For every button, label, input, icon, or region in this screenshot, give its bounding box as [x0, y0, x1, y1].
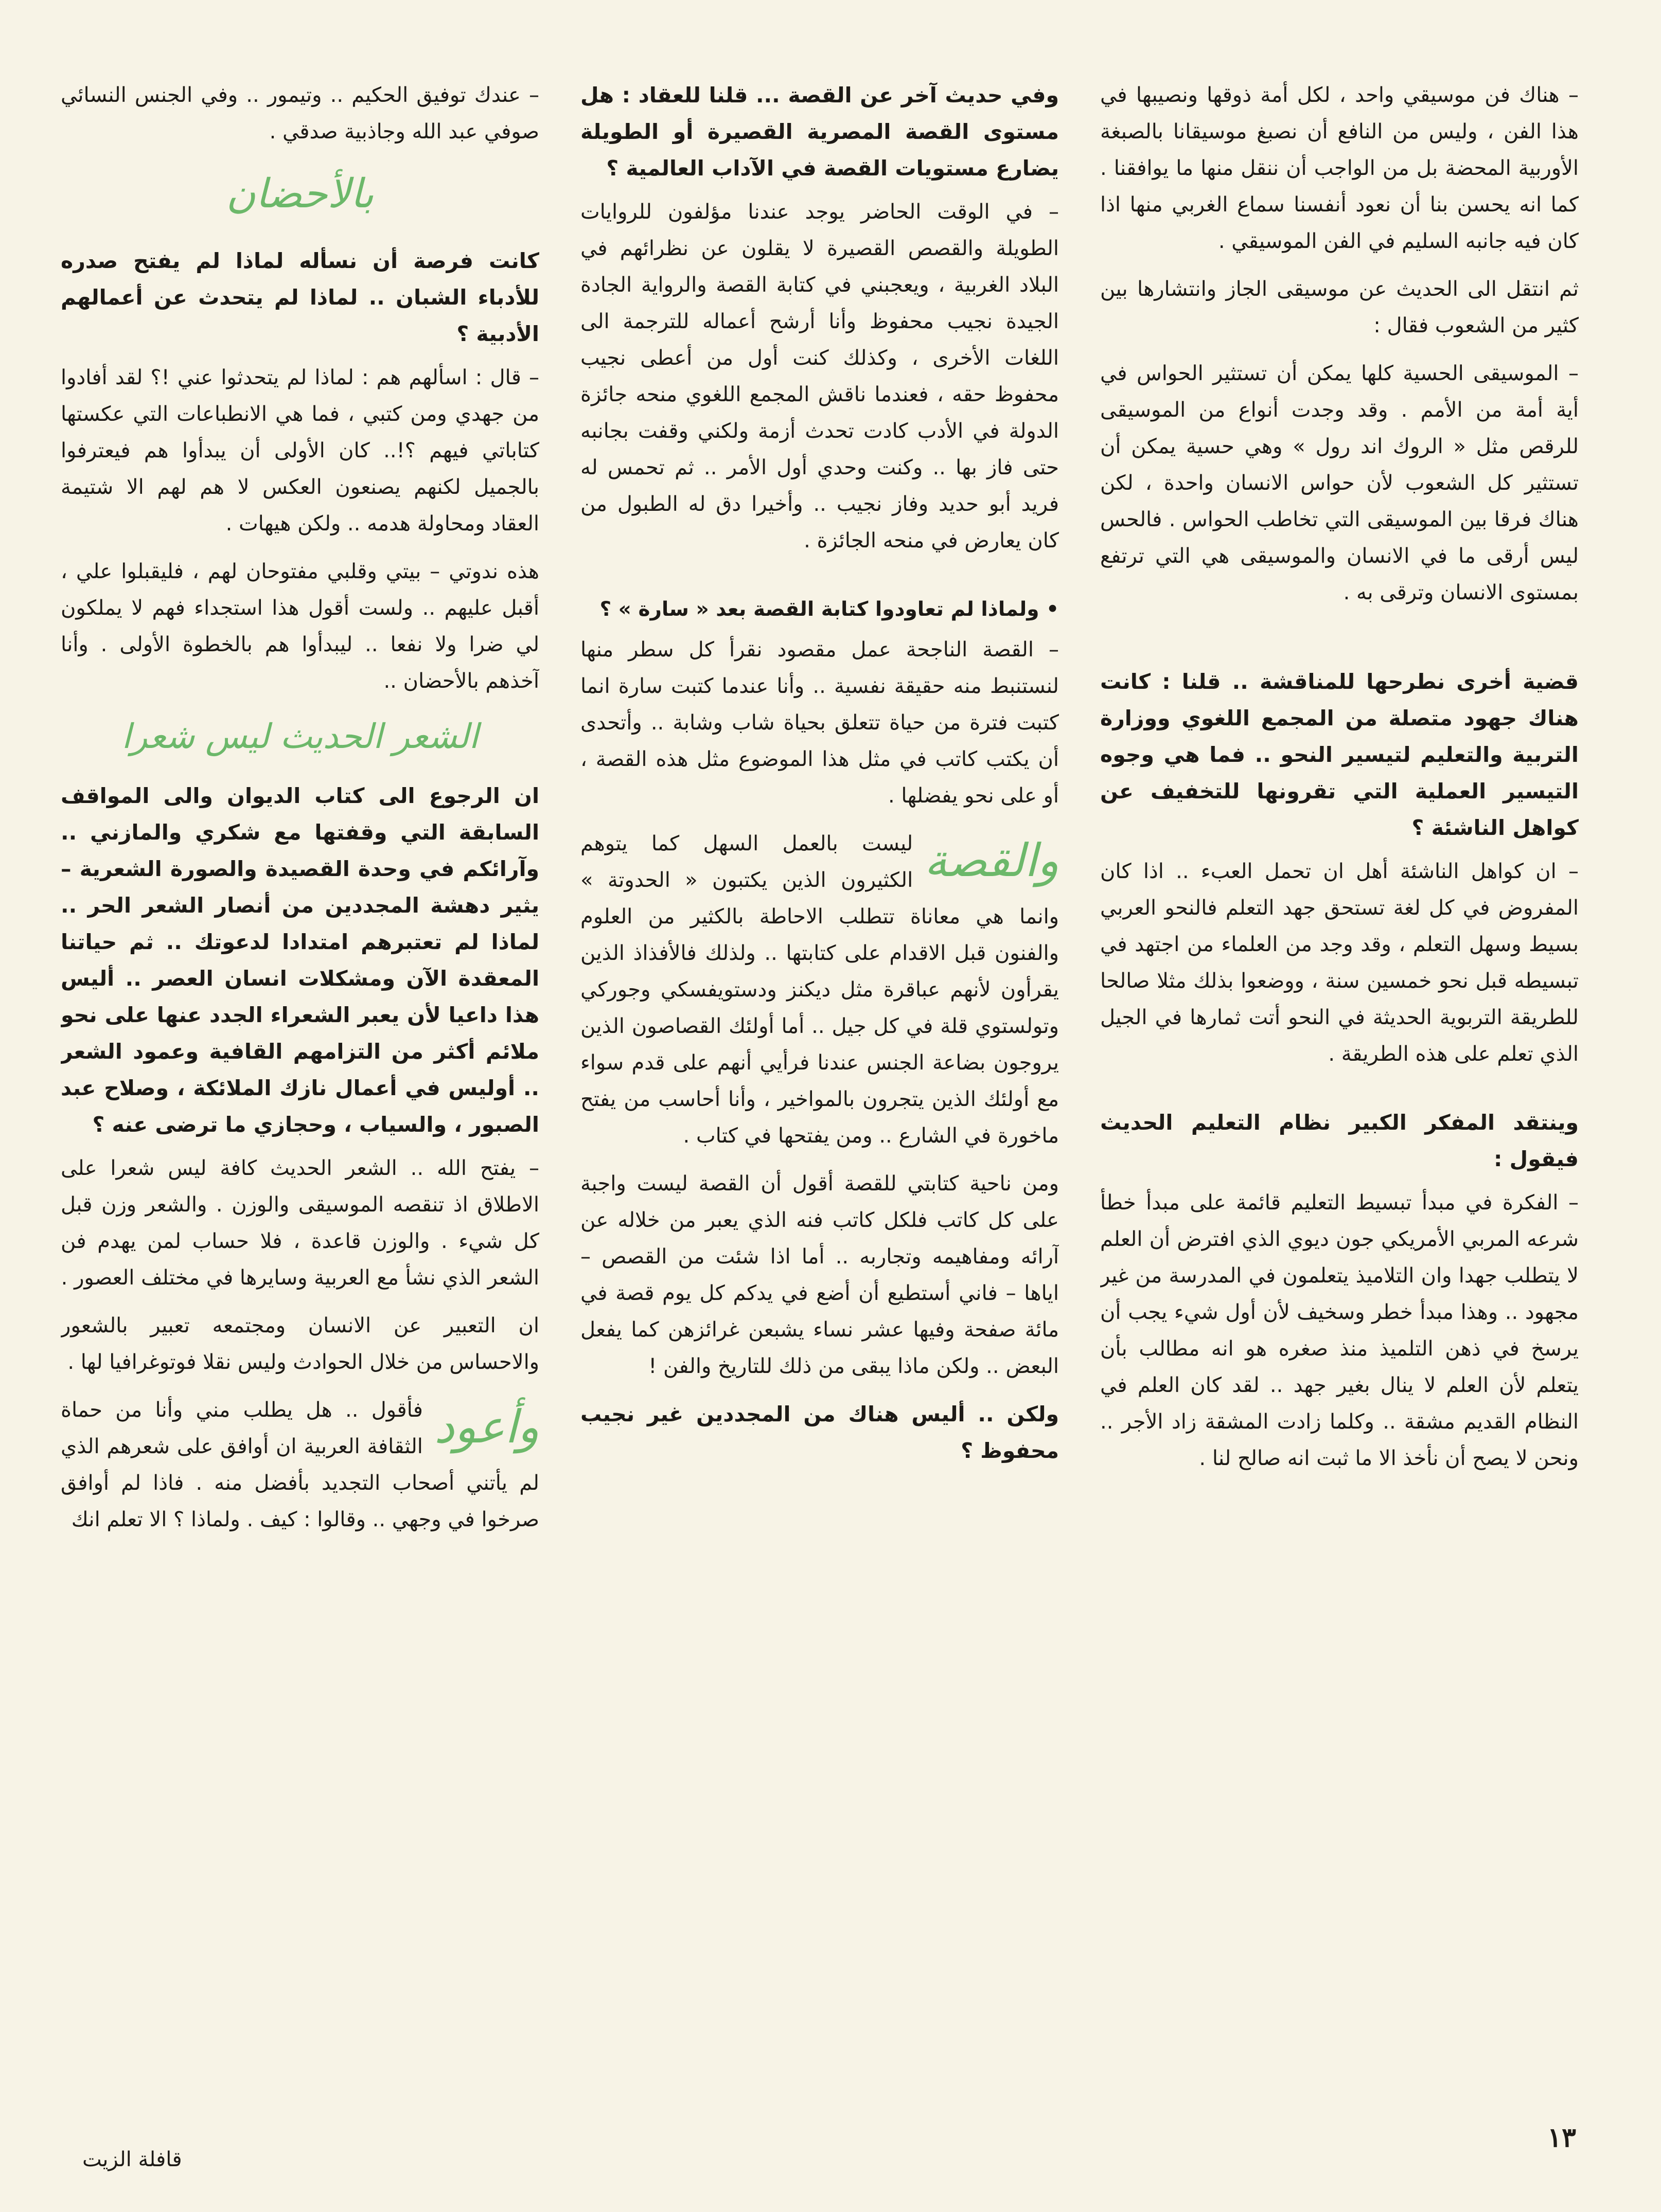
paragraph: – القصة الناجحة عمل مقصود نقرأ كل سطر منها لنستنبط منه حقيقة نفسية .. وأنا عندما كتبت سارة انما كتبت فترة من حياة تتعلق بحياة شاب وشابة .. وأتحدى أن يكتب كاتب في مثل هذا الموضوع مثل هذه القصة ، أو على نحو يفضلها .	[580, 638, 1059, 808]
section-heading-poetry: الشعر الحديث ليس شعرا	[121, 717, 479, 756]
paragraph: – الفكرة في مبدأ تبسيط التعليم قائمة على مبدأ خطأ شرعه المربي الأمريكي جون ديوي الذي افترض أن العلم لا يتطلب جهدا وان التلاميذ يتعلمون في المدرسة من غير مجهود .. وهذا مبدأ خطر وسخيف لأن أول شيء يجب أن يرسخ في ذهن التلميذ منذ صغره هو انه مطالب بأن يتعلم لأن العلم لا ينال بغير جهد .. لقد كان العلم في النظام القديم مشقة .. وكلما زادت المشقة زاد الأجر .. ونحن لا يصح أن نأخذ الا ما ثبت انه صالح لنا .	[1100, 1191, 1579, 1470]
paragraph-text: ليست بالعمل السهل كما يتوهم الكثيرون الذين يكتبون « الحدوتة » وانما هي معاناة تتطلب الاحاطة بالكثير من العلوم والفنون قبل الاقدام على كتابتها .. ولذلك فالأفذاذ الذين يقرأون لأنهم عباقرة مثل ديكنز ودستويفسكي وجوركي وتولستوي قلة في كل جيل .. أما أولئك القصاصون الذين يروجون بضاعة الجنس عندنا فرأيي أنهم على قدم سواء مع أولئك الذين يتجرون بالمواخير ، وأنا أحاسب من يفتح ماخورة في الشارع .. ومن يفتحها في كتاب .	[580, 832, 1059, 1148]
interview-question: وفي حديث آخر عن القصة ... قلنا للعقاد : هل مستوى القصة المصرية القصيرة أو الطويلة يضارع مستويات القصة في الآداب العالمية ؟	[580, 83, 1059, 181]
paragraph	[61, 1392, 539, 1538]
paragraph: – ان كواهل الناشئة أهل ان تحمل العبء .. اذا كان المفروض في كل لغة تستحق جهد التعلم فالنحو العربي بسيط وسهل التعلم ، وقد وجد من العلماء من اجتهد في تبسيطه قبل نحو خمسين سنة ، ووضعوا بذلك مثلا صالحا للطريقة التربوية الحديثة في النحو أتت ثمارها في الجيل الذي تعلم على هذه الطريقة .	[1100, 860, 1579, 1066]
paragraph-text: فأقول .. هل يطلب مني وأنا من حماة الثقافة العربية ان أوافق على شعرهم الذي لم يأتني أصحاب التجديد بأفضل منه . فاذا لم أوافق صرخوا في وجهي .. وقالوا : كيف . ولماذا ؟ الا تعلم انك	[61, 1398, 539, 1531]
section-heading-story: والقصة	[924, 834, 1059, 887]
section-heading-again: وأعود	[434, 1400, 539, 1453]
section-heading-embrace: بالأحضان	[226, 171, 374, 217]
interview-question: ان الرجوع الى كتاب الديوان والى المواقف السابقة التي وقفتها مع شكري والمازني .. وآرائكم في وحدة القصيدة والصورة الشعرية – يثير دهشة المجددين من أنصار الشعر الحر .. لماذا لم تعتبرهم امتدادا لدعوتك .. ثم حياتنا المعقدة الآن ومشكلات انسان العصر .. أليس هذا داعيا لأن يعبر الشعراء الجدد عنها على نحو ملائم أكثر من التزامهم القافية وعمود الشعر .. أوليس في أعمال نازك الملائكة ، وصلاح عبد الصبور ، والسياب ، وحجازي ما ترضى عنه ؟	[61, 783, 539, 1137]
interview-question: ولكن .. أليس هناك من المجددين غير نجيب محفوظ ؟	[580, 1402, 1059, 1463]
paragraph: هذه ندوتي – بيتي وقلبي مفتوحان لهم ، فليقبلوا علي ، أقبل عليهم .. ولست أقول هذا استجداء فهم لا يملكون لي ضرا ولا نفعا .. ليبدأوا هم بالخطوة الأولى . وأنا آخذهم بالأحضان ..	[61, 560, 539, 693]
interview-question: • ولماذا لم تعاودوا كتابة القصة بعد « سارة » ؟	[599, 598, 1059, 621]
paragraph: – في الوقت الحاضر يوجد عندنا مؤلفون للروايات الطويلة والقصص القصيرة لا يقلون عن نظرائهم في البلاد الغربية ، ويعجبني في كتابة القصة والرواية الجادة الجيدة نجيب محفوظ وأنا أرشح أعماله للترجمة الى اللغات الأخرى ، وكذلك كنت أول من أعطى نجيب محفوظ حقه ، فعندما ناقش المجمع اللغوي منحه جائزة الدولة في الأدب كادت تحدث أزمة ولكني وقفت بجانبه حتى فاز بها .. وكنت وحدي أول الأمر .. ثم تحمس له فريد أبو حديد وفاز نجيب .. وأخيرا دق له الطبول من كان يعارض في منحه الجائزة .	[580, 200, 1059, 552]
paragraph: ومن ناحية كتابتي للقصة أقول أن القصة ليست واجبة على كل كاتب فلكل كاتب فنه الذي يعبر من خلاله عن آرائه ومفاهيمه وتجاربه .. أما اذا شئت من القصص – اياها – فاني أستطيع أن أضع في يدكم كل يوم قصة في مائة صفحة وفيها عشر نساء يشبعن غرائزهن كما يفعل البعض .. ولكن ماذا يبقى من ذلك للتاريخ والفن !	[580, 1172, 1059, 1378]
paragraph: – هناك فن موسيقي واحد ، لكل أمة ذوقها ونصيبها في هذا الفن ، وليس من النافع أن نصبغ موسيقانا بالصبغة الأوربية المحضة بل من الواجب أن ننقل منها ما يوافقنا . كما انه يحسن بنا أن نعود أنفسنا سماع الغربي منها اذا كان فيه جانبه السليم في الفن الموسيقي .	[1100, 83, 1579, 253]
paragraph: – الموسيقى الحسية كلها يمكن أن تستثير الحواس في أية أمة من الأمم . وقد وجدت أنواع من الموسيقى للرقص مثل « الروك اند رول » وهي حسية يمكن أن تستثير كل الشعوب لأن حواس الانسان واحدة ، لكن هناك فرقا بين الموسيقى التي تخاطب الحواس . فالحس ليس أرقى ما في الانسان والموسيقى هي التي ترتفع بمستوى الانسان وترقى به .	[1100, 362, 1579, 604]
paragraph: ان التعبير عن الانسان ومجتمعه تعبير بالشعور والاحساس من خلال الحوادث وليس نقلا فوتوغرافيا لها .	[61, 1314, 539, 1374]
interview-question: قضية أخرى نطرحها للمناقشة .. قلنا : كانت هناك جهود متصلة من المجمع اللغوي ووزارة التربية والتعليم لتيسير النحو .. فما هي وجوه التيسير العملية التي تقرونها للتخفيف عن كواهل الناشئة ؟	[1100, 669, 1579, 840]
column-left	[61, 77, 539, 2104]
paragraph: – قال : اسألهم هم : لماذا لم يتحدثوا عني !؟ لقد أفادوا من جهدي ومن كتبي ، فما هي الانطباعات التي عكستها كتاباتي فيهم ؟!.. كان الأولى أن يبدأوا هم فيعترفوا بالجميل لكنهم يصنعون العكس لا هم لهم الا شتيمة العقاد ومحاولة هدمه .. ولكن هيهات .	[61, 366, 539, 536]
paragraph	[580, 826, 1059, 1154]
interview-question: وينتقد المفكر الكبير نظام التعليم الحديث فيقول :	[1100, 1110, 1579, 1171]
column-right	[1100, 77, 1579, 2104]
paragraph: – عندك توفيق الحكيم .. وتيمور .. وفي الجنس النسائي صوفي عبد الله وجاذبية صدقي .	[61, 83, 539, 144]
page-number: ١٣	[1547, 2122, 1576, 2153]
interview-question: كانت فرصة أن نسأله لماذا لم يفتح صدره للأدباء الشبان .. لماذا لم يتحدث عن أعمالهم الأدبية ؟	[61, 248, 539, 346]
magazine-name: قافلة الزيت	[82, 2148, 182, 2171]
paragraph: – يفتح الله .. الشعر الحديث كافة ليس شعرا على الاطلاق اذ تنقصه الموسيقى والوزن . والشعر وزن قبل كل شيء . والوزن قاعدة ، فلا حساب لمن يهدم فن الشعر الذي نشأ مع العربية وسايرها في مختلف العصور .	[61, 1156, 539, 1290]
column-middle	[580, 77, 1059, 2104]
paragraph: ثم انتقل الى الحديث عن موسيقى الجاز وانتشارها بين كثير من الشعوب فقال :	[1100, 277, 1579, 337]
